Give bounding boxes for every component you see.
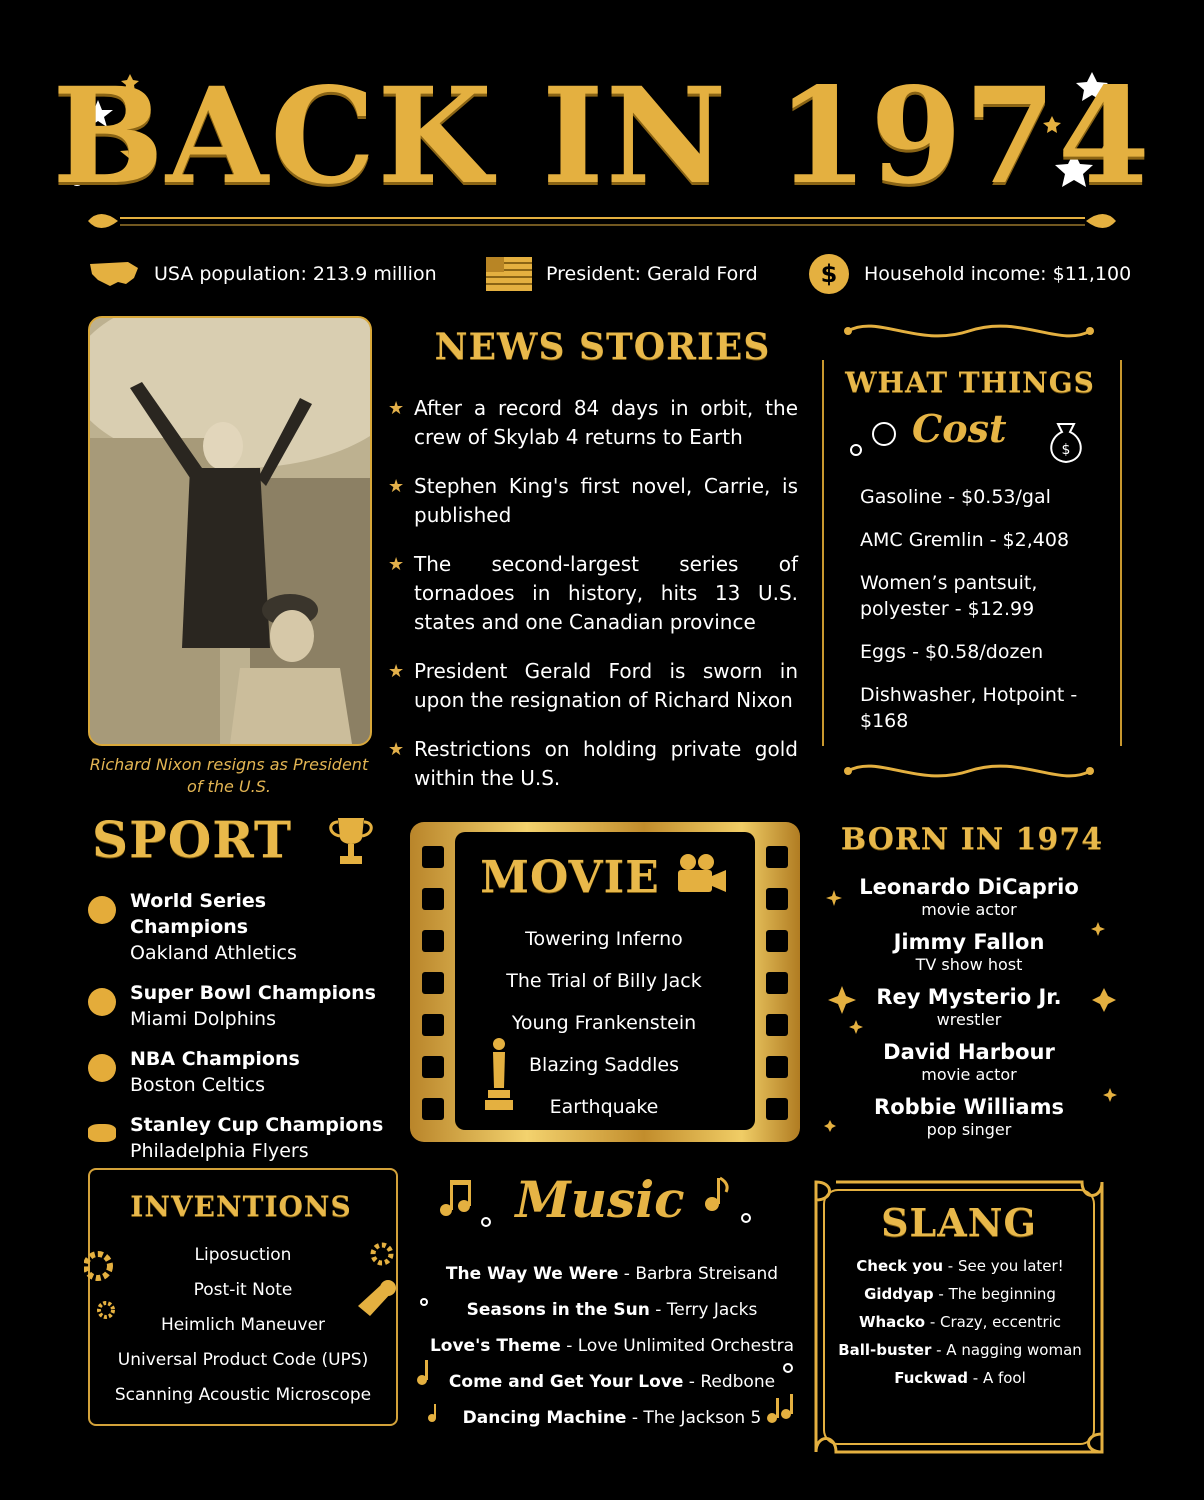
title-divider <box>88 214 1116 228</box>
music-note-icon <box>705 1178 727 1211</box>
list-item: Dishwasher, Hotpoint - $168 <box>860 684 1078 732</box>
stat-population: USA population: 213.9 million <box>88 254 437 294</box>
stat-income: $ Household income: $11,100 <box>808 254 1131 294</box>
list-item: Gasoline - $0.53/gal <box>860 486 1051 508</box>
born-name: Leonardo DiCaprio <box>859 875 1079 899</box>
sport-list <box>88 888 388 1178</box>
cost-subtitle: Cost <box>912 406 1007 451</box>
stat-president: President: Gerald Ford <box>486 254 758 294</box>
cost-list <box>860 484 1100 751</box>
list-item: ★ Restrictions on holding private gold within the U.S. <box>388 737 798 790</box>
list-item: Giddyap - The beginning <box>864 1285 1056 1303</box>
list-item: Liposuction <box>194 1245 292 1265</box>
ring-icon <box>742 1214 750 1222</box>
music-note-icon <box>440 1180 471 1216</box>
list-item: Earthquake <box>549 1096 659 1118</box>
photo-caption: Richard Nixon resigns as President of the U.S. <box>89 755 369 796</box>
list-item: Eggs - $0.58/dozen <box>860 641 1044 663</box>
born-name: Rey Mysterio Jr. <box>876 985 1062 1009</box>
born-role: movie actor <box>921 900 1017 919</box>
photo-illustration <box>90 318 370 744</box>
list-item: The Trial of Billy Jack <box>506 970 702 992</box>
born-role: pop singer <box>926 1120 1012 1139</box>
dollar-coin-icon <box>808 253 850 295</box>
movie-list <box>490 918 718 1128</box>
born-title: BORN IN 1974 <box>840 822 1104 857</box>
list-item: Scanning Acoustic Microscope <box>114 1385 372 1405</box>
list-item: AMC Gremlin - $2,408 <box>860 529 1070 551</box>
slang-title: SLANG <box>881 1200 1037 1245</box>
usa-map-icon <box>88 258 140 290</box>
list-item: Come and Get Your Love - Redbone <box>448 1372 776 1392</box>
born-name: Robbie Williams <box>874 1095 1064 1119</box>
star-icon: ★ <box>388 476 405 497</box>
list-item: The Way We Were - Barbra Streisand <box>445 1264 779 1284</box>
born-name: David Harbour <box>883 1040 1055 1064</box>
list-item: Heimlich Maneuver <box>160 1315 326 1335</box>
ornament-divider <box>838 758 1100 784</box>
list-item: ★ The second-largest series of tornadoes in history, hits 13 U.S. states and one Canadian province <box>388 552 798 634</box>
football-icon <box>88 988 116 1016</box>
news-list <box>388 394 798 813</box>
sport-title: SPORT <box>92 810 293 869</box>
news-title: NEWS STORIES <box>434 326 771 368</box>
star-icon: ★ <box>388 398 405 419</box>
us-flag-icon <box>486 257 532 291</box>
svg-text:$: $ <box>1061 442 1071 458</box>
inventions-list <box>90 1238 396 1413</box>
star-icon <box>824 1120 836 1132</box>
svg-text:$: $ <box>820 260 838 288</box>
trophy-icon <box>326 814 376 868</box>
music-list <box>412 1256 812 1436</box>
cost-title: WHAT THINGS <box>845 366 1095 399</box>
list-item: Whacko - Crazy, eccentric <box>858 1313 1062 1331</box>
sport-item: Stanley Cup Champions Philadelphia Flyers <box>88 1112 388 1164</box>
music-title: Music <box>515 1170 685 1229</box>
list-item: Dancing Machine - The Jackson 5 <box>462 1408 762 1428</box>
star-icon: ★ <box>388 739 405 760</box>
born-role: wrestler <box>936 1010 1002 1029</box>
born-name: Jimmy Fallon <box>893 930 1045 954</box>
list-item: ★ President Gerald Ford is sworn in upon the resignation of Richard Nixon <box>388 659 798 712</box>
born-role: movie actor <box>921 1065 1017 1084</box>
star-icon: ★ <box>388 661 405 682</box>
nixon-photo <box>88 316 372 746</box>
list-item: Blazing Saddles <box>528 1054 680 1076</box>
list-item: Towering Inferno <box>525 928 683 950</box>
sport-item: World Series Champions Oakland Athletics <box>88 888 388 966</box>
coins-icon <box>848 420 900 456</box>
list-item: Love's Theme - Love Unlimited Orchestra <box>429 1336 795 1356</box>
inventions-title: INVENTIONS <box>130 1190 352 1223</box>
movie-camera-icon <box>674 852 728 896</box>
movie-title: MOVIE <box>480 852 660 903</box>
star-icon: ★ <box>388 554 405 575</box>
born-role: TV show host <box>915 955 1023 974</box>
money-bag-icon <box>1044 416 1088 464</box>
list-item: Check you - See you later! <box>856 1257 1064 1275</box>
sport-item: Super Bowl Champions Miami Dolphins <box>88 980 388 1032</box>
star-icon <box>1103 1088 1117 1102</box>
basketball-icon <box>88 1054 116 1082</box>
list-item: Fuckwad - A fool <box>894 1369 1026 1387</box>
list-item: ★ Stephen King's first novel, Carrie, is published <box>388 474 798 527</box>
list-item: Young Frankenstein <box>511 1012 697 1034</box>
list-item: Women’s pantsuit, polyester - $12.99 <box>860 572 1038 620</box>
sport-item: NBA Champions Boston Celtics <box>88 1046 388 1098</box>
baseball-icon <box>88 896 116 924</box>
ornament-divider <box>838 318 1100 344</box>
slang-list <box>820 1252 1100 1392</box>
list-item: Seasons in the Sun - Terry Jacks <box>466 1300 758 1320</box>
list-item: Post-it Note <box>193 1280 293 1300</box>
ring-icon <box>482 1218 490 1226</box>
page-title: BACK IN 1974 <box>52 59 1152 214</box>
list-item: Universal Product Code (UPS) <box>117 1350 369 1370</box>
list-item: ★ After a record 84 days in orbit, the crew of Skylab 4 returns to Earth <box>388 396 798 449</box>
hockey-puck-icon <box>88 1124 116 1142</box>
born-list <box>836 874 1102 1149</box>
list-item: Ball-buster - A nagging woman <box>838 1341 1082 1359</box>
